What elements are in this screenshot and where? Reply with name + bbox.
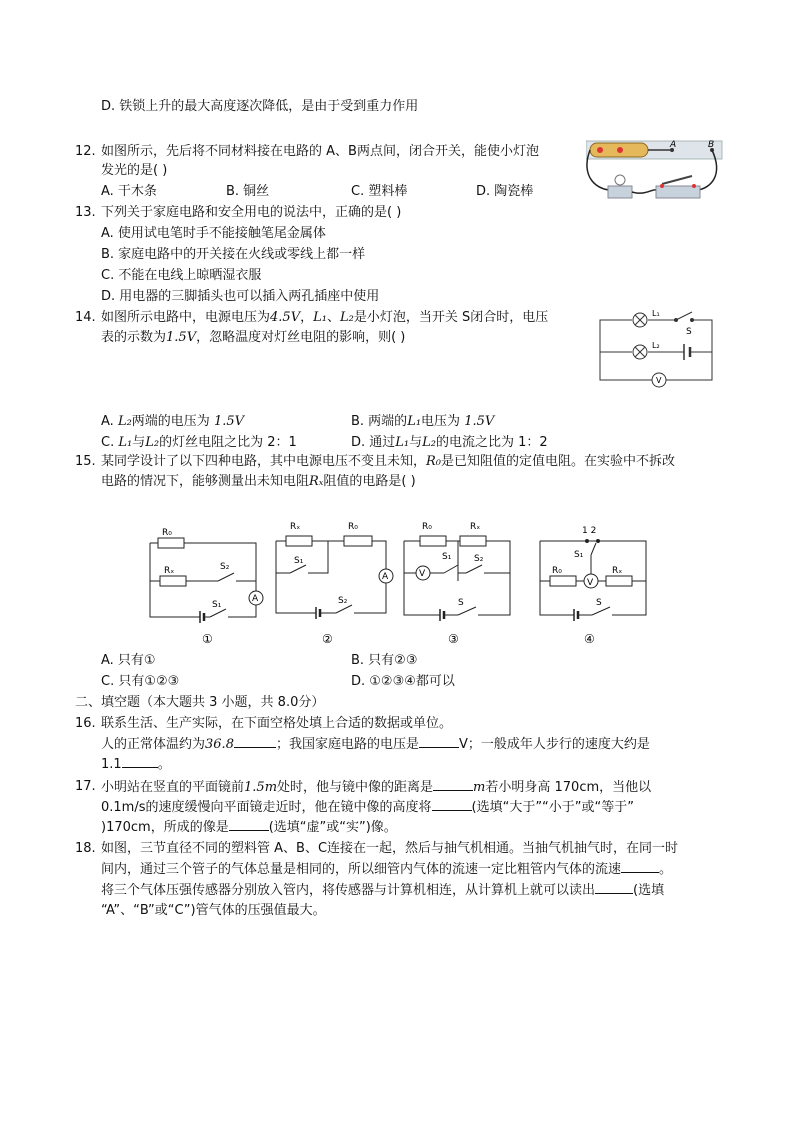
q18-blank-1[interactable] (621, 860, 659, 873)
q14-a-voltage: 1.5V (213, 414, 244, 429)
q15-option-d: D. ①②③④都可以 (351, 674, 455, 689)
q16-blank-2[interactable] (419, 735, 459, 748)
q17-line1 (101, 778, 651, 797)
q18-text: (选填 (633, 883, 665, 898)
q14-option-d (351, 434, 548, 452)
q14-d-l1: L₁ (395, 435, 410, 450)
q14-option-a (101, 413, 244, 431)
q14-a-text: A. (101, 414, 118, 429)
q14-d-text: D. 通过 (351, 435, 396, 450)
q17-text: 的速度缓慢向平面镜走近时，他在镜中像的高度将 (145, 800, 432, 815)
q17-blank-3[interactable] (229, 818, 269, 831)
q17-unit: m (473, 780, 486, 795)
q14-fig-l1: L₁ (652, 309, 660, 318)
c4-s1: S₁ (574, 550, 584, 560)
q18-line2 (101, 860, 672, 879)
q14-d-text: 与 (409, 435, 423, 450)
c2-s2: S₂ (338, 596, 348, 606)
q16-line3 (101, 755, 171, 774)
c1-s2: S₂ (220, 562, 230, 572)
q14-c-l2: L₂ (145, 435, 160, 450)
q14-a-text: 两端的电压为 (131, 414, 214, 429)
q14-text: 表的示数为 (101, 330, 167, 345)
q18-blank-2[interactable] (595, 881, 633, 894)
q18-text: 间内，通过三个管子的气体总量是相同的，所以细管内气体的流速一定比粗管内气体的流速 (101, 862, 622, 877)
q15-option-a: A. 只有① (101, 653, 156, 668)
q15-number: 15. (75, 454, 96, 469)
q14-fig-s: S (686, 327, 692, 337)
c3-s2: S₂ (474, 554, 484, 564)
q14-stem-line2 (101, 329, 405, 347)
q17-distance: 1.5m (244, 780, 278, 795)
q14-c-text: C. (101, 435, 119, 450)
c3-voltmeter: V (419, 569, 426, 579)
q15-stem-line1 (101, 453, 675, 471)
q15-text: 某同学设计了以下四种电路，其中电源电压不变且未知， (101, 454, 427, 469)
q15-option-b: B. 只有②③ (351, 653, 418, 668)
q12-option-a: A. 干木条 (101, 184, 157, 199)
c2-s1: S₁ (294, 556, 304, 566)
c3-s: S (458, 598, 464, 608)
c4-s: S (596, 598, 602, 608)
q14-l2: L₂ (339, 310, 354, 325)
q14-c-l1: L₁ (118, 435, 133, 450)
c3-label: ③ (448, 632, 459, 646)
q12-option-b: B. 铜丝 (226, 184, 270, 199)
q14-fig-v: V (656, 376, 662, 385)
q14-stem-line1 (101, 309, 548, 327)
q13-option-a: A. 使用试电笔时手不能接触笔尾金属体 (101, 226, 326, 241)
q17-speed: 0.1m/s (101, 800, 146, 815)
q16-blank-1[interactable] (234, 735, 276, 748)
q14-text: ， (300, 310, 314, 325)
q17-text: )170cm，所成的像是 (101, 820, 229, 835)
c4-rx: Rₓ (612, 566, 623, 576)
c3-rx: Rₓ (470, 522, 481, 532)
c2-ammeter: A (382, 572, 389, 582)
q18-line3 (101, 881, 664, 900)
q14-number: 14. (75, 310, 96, 325)
q14-circuit-figure (596, 308, 721, 388)
q12-point-b: B (708, 140, 715, 150)
q16-text: 。 (157, 757, 171, 772)
q15-option-c: C. 只有①②③ (101, 674, 180, 689)
c4-voltmeter: V (587, 578, 594, 588)
c1-r0: R₀ (162, 528, 172, 538)
q12-number: 12. (75, 144, 96, 159)
q16-number: 16. (75, 716, 96, 731)
q12-option-d: D. 陶瓷棒 (476, 184, 534, 199)
c4-label: ④ (584, 632, 595, 646)
q17-text: 处时，他与镜中像的距离是 (277, 780, 434, 795)
q14-text: ，忽略温度对灯丝电阻的影响，则( ) (196, 330, 406, 345)
q16-text: ；我国家庭电路的电压是 (275, 737, 419, 752)
q17-text: (选填“大于”“小于”或“等于” (471, 800, 634, 815)
q14-text: 、 (326, 310, 340, 325)
q16-line1: 联系生活、生产实际，在下面空格处填上合适的数据或单位。 (101, 716, 453, 731)
q14-c-text: 的灯丝电阻之比为 2：1 (159, 435, 297, 450)
q13-option-c: C. 不能在电线上晾晒湿衣服 (101, 268, 262, 283)
section-2-title: 二、填空题（本大题共 3 小题，共 8.0分） (75, 695, 325, 710)
q18-text: 将三个气体压强传感器分别放入管内，将传感器与计算机相连，从计算机上就可以读出 (101, 883, 596, 898)
c1-label: ① (202, 632, 213, 646)
q16-text: V；一般成年人步行的速度大约是 (458, 737, 650, 752)
q14-b-text: 电压为 (421, 414, 465, 429)
q15-circuit-figures (140, 515, 660, 650)
q18-line1: 如图，三节直径不同的塑料管 A、B、C连接在一起，然后与抽气机相通。当抽气机抽气时，在同一时 (101, 841, 679, 856)
q17-line2 (101, 798, 634, 817)
q18-number: 18. (75, 841, 96, 856)
c3-s1: S₁ (442, 552, 452, 562)
q16-text: 人的正常体温约为 (101, 737, 206, 752)
q17-number: 17. (75, 779, 96, 794)
c2-rx: Rₓ (290, 522, 301, 532)
c4-r0: R₀ (552, 566, 562, 576)
q14-b-text: B. 两端的 (351, 414, 408, 429)
q15-text: 阻值的电路是( ) (323, 474, 416, 489)
c3-r0: R₀ (422, 522, 432, 532)
q18-text: 。 (659, 862, 673, 877)
q16-temperature: 36.8 (205, 737, 234, 752)
q16-speed: 1.1 (101, 757, 122, 772)
q14-b-l1: L₁ (407, 414, 422, 429)
q16-blank-3[interactable] (122, 755, 158, 768)
q15-rx: Rₓ (309, 474, 324, 489)
q15-r0: R₀ (426, 454, 442, 469)
q14-d-l2: L₂ (422, 435, 437, 450)
q14-b-voltage: 1.5V (464, 414, 495, 429)
q12-circuit-figure (586, 136, 726, 204)
q17-text: (选填“虚”或“实”)像。 (268, 820, 397, 835)
q12-option-c: C. 塑料棒 (351, 184, 408, 199)
q15-text: 是已知阻值的定值电阻。在实验中不拆改 (441, 454, 676, 469)
c4-switch-positions: 1 2 (582, 526, 597, 536)
q14-option-b (351, 413, 494, 431)
q12-stem-line1: 如图所示，先后将不同材料接在电路的 A、B两点间，闭合开关，能使小灯泡 (101, 144, 539, 159)
q12-point-a: A (670, 140, 677, 150)
q15-stem-line2 (101, 473, 416, 491)
q18-line4: “A”、“B”或“C”)管气体的压强值最大。 (101, 903, 326, 918)
q14-voltage: 4.5V (270, 310, 301, 325)
q17-blank-2[interactable] (432, 798, 472, 811)
q14-c-text: 与 (132, 435, 146, 450)
q14-option-c (101, 434, 297, 452)
q17-line3 (101, 818, 397, 837)
c1-s1: S₁ (212, 600, 222, 610)
q14-text: 是小灯泡，当开关 S闭合时，电压 (353, 310, 549, 325)
q17-blank-1[interactable] (433, 778, 473, 791)
q16-line2 (101, 735, 650, 754)
q13-stem: 下列关于家庭电路和安全用电的说法中，正确的是( ) (101, 205, 402, 220)
q14-d-text: 的电流之比为 1：2 (436, 435, 548, 450)
q14-voltage-reading: 1.5V (166, 330, 197, 345)
q13-number: 13. (75, 205, 96, 220)
q14-a-l2: L₂ (117, 414, 132, 429)
q17-text: 若小明身高 170cm，当他以 (485, 780, 652, 795)
q15-text: 电路的情况下，能够测量出未知电阻 (101, 474, 310, 489)
q13-option-b: B. 家庭电路中的开关接在火线或零线上都一样 (101, 247, 366, 262)
q12-stem-line2: 发光的是( ) (101, 163, 168, 178)
c1-rx: Rₓ (164, 566, 175, 576)
c1-ammeter: A (252, 594, 259, 604)
q11-option-d: D. 铁锁上升的最大高度逐次降低，是由于受到重力作用 (101, 99, 419, 114)
q14-text: 如图所示电路中，电源电压为 (101, 310, 271, 325)
q13-option-d: D. 用电器的三脚插头也可以插入两孔插座中使用 (101, 289, 380, 304)
c2-r0: R₀ (348, 522, 358, 532)
q14-l1: L₁ (313, 310, 327, 325)
q17-text: 小明站在竖直的平面镜前 (101, 780, 245, 795)
q14-fig-l2: L₂ (652, 341, 660, 350)
c2-label: ② (322, 632, 333, 646)
